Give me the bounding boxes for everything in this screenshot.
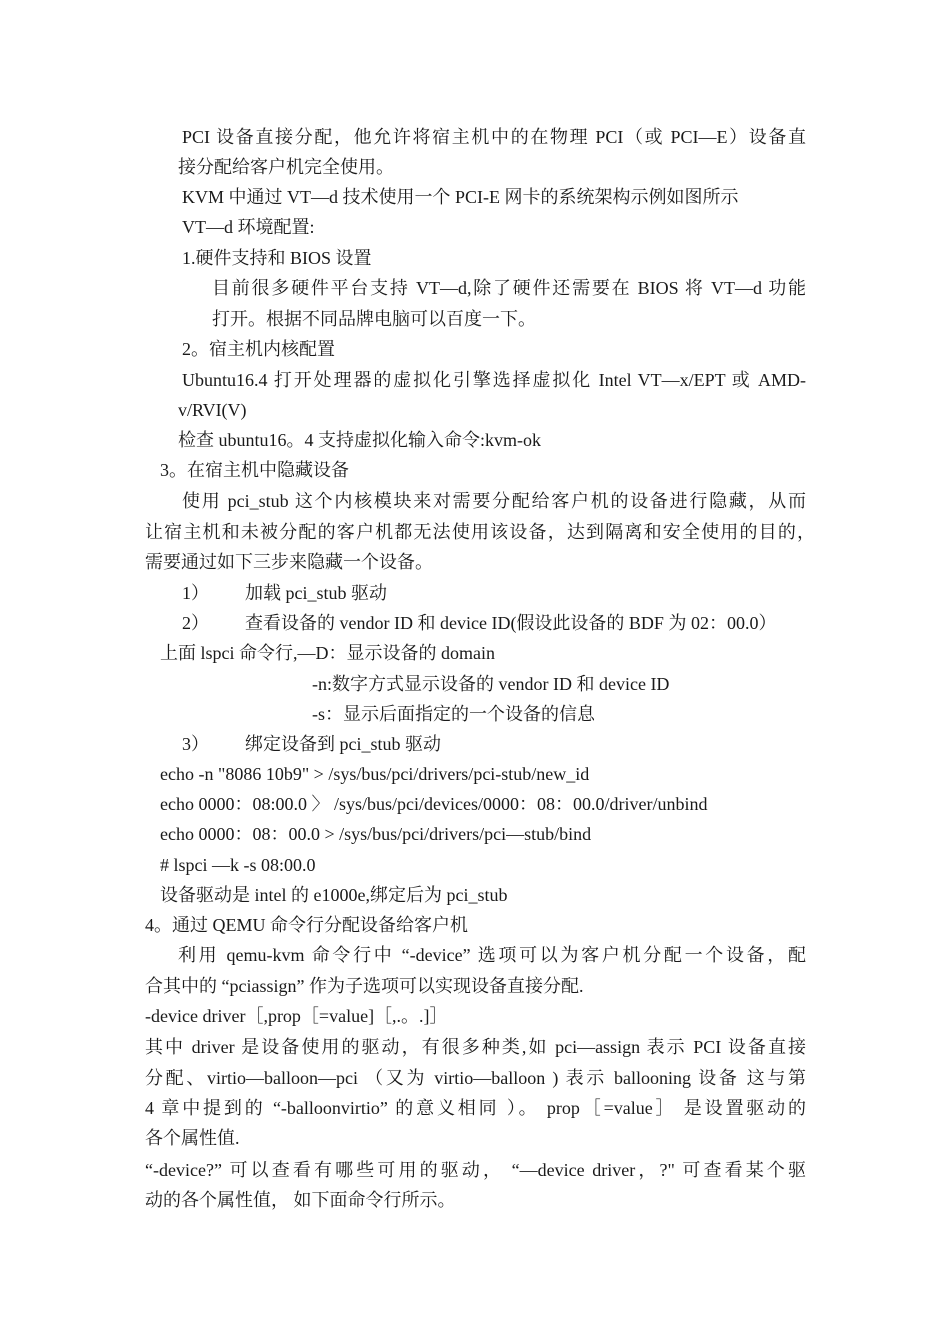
- text-line-25: 合其中的 “pciassign” 作为子选项可以实现设备直接分配.: [145, 976, 584, 996]
- text-line-17: 查看设备的 vendor ID 和 device ID(假设此设备的 BDF 为 02：00.0）: [245, 613, 777, 633]
- text-line-10: v/RVI(V): [178, 400, 247, 420]
- command-line-3: echo 0000：08：00.0 > /sys/bus/pci/drivers/pci—stub/bind: [160, 824, 592, 844]
- text-line-29: 4 章中提到的 “-balloonvirtio” 的意义相同 ）。 prop［=value］ 是设置驱动的: [145, 1098, 806, 1118]
- text-line-30: 各个属性值.: [145, 1128, 240, 1148]
- text-line-21: 绑定设备到 pci_stub 驱动: [245, 734, 441, 754]
- text-line-5: 1.硬件支持和 BIOS 设置: [182, 248, 372, 268]
- text-line-16: 加载 pci_stub 驱动: [245, 583, 387, 603]
- text-line-19: -n:数字方式显示设备的 vendor ID 和 device ID: [312, 674, 670, 694]
- text-line-3: KVM 中通过 VT—d 技术使用一个 PCI-E 网卡的系统架构示例如图所示: [182, 187, 739, 207]
- text-line-27: 其中 driver 是设备使用的驱动，有很多种类,如 pci—assign 表示 PCI 设备直接: [145, 1037, 806, 1057]
- text-line-9: Ubuntu16.4 打开处理器的虚拟化引擎选择虚拟化 Intel VT—x/EPT 或 AMD-: [182, 370, 806, 390]
- command-line-4: # lspci —k -s 08:00.0: [160, 855, 316, 875]
- text-line-20: -s：显示后面指定的一个设备的信息: [312, 704, 595, 724]
- text-line-1: PCI 设备直接分配，他允许将宿主机中的在物理 PCI（或 PCI—E）设备直: [182, 127, 806, 147]
- text-line-12: 3。在宿主机中隐藏设备: [160, 460, 349, 480]
- text-line-28: 分配、virtio—balloon—pci （又为 virtio—balloon ) 表示 ballooning 设备 这与第: [145, 1068, 806, 1088]
- text-line-32: 动的各个属性值， 如下面命令行所示。: [145, 1190, 456, 1210]
- list-marker-3: 3）: [182, 734, 209, 754]
- text-line-11: 检查 ubuntu16。4 支持虚拟化输入命令:kvm-ok: [178, 430, 541, 450]
- text-line-24: 利用 qemu-kvm 命令行中 “-device” 选项可以为客户机分配一个设备，配: [178, 945, 806, 965]
- text-line-18: 上面 lspci 命令行,—D：显示设备的 domain: [160, 643, 495, 663]
- text-line-15: 需要通过如下三步来隐藏一个设备。: [145, 552, 433, 572]
- text-line-13: 使用 pci_stub 这个内核模块来对需要分配给客户机的设备进行隐藏，从而: [182, 491, 806, 511]
- text-line-2: 接分配给客户机完全使用。: [178, 157, 394, 177]
- command-line-1: echo -n "8086 10b9" > /sys/bus/pci/drivers/pci-stub/new_id: [160, 764, 590, 784]
- text-line-31: “-device?” 可以查看有哪些可用的驱动， “—device driver，?" 可查看某个驱: [145, 1160, 806, 1180]
- list-marker-2: 2）: [182, 613, 209, 633]
- text-line-7: 打开。根据不同品牌电脑可以百度一下。: [212, 309, 536, 329]
- text-line-23: 4。通过 QEMU 命令行分配设备给客户机: [145, 915, 468, 935]
- text-line-6: 目前很多硬件平台支持 VT—d,除了硬件还需要在 BIOS 将 VT—d 功能: [212, 278, 806, 298]
- text-line-8: 2。宿主机内核配置: [182, 339, 335, 359]
- text-line-26: -device driver［,prop［=value]［,.。.]］: [145, 1006, 448, 1026]
- text-line-22: 设备驱动是 intel 的 e1000e,绑定后为 pci_stub: [160, 885, 508, 905]
- list-marker-1: 1）: [182, 583, 209, 603]
- command-line-2: echo 0000：08:00.0 〉 /sys/bus/pci/devices/0000：08：00.0/driver/unbind: [160, 794, 708, 814]
- text-line-4: VT—d 环境配置:: [182, 217, 315, 237]
- text-line-14: 让宿主机和未被分配的客户机都无法使用该设备，达到隔离和安全使用的目的，: [145, 522, 815, 542]
